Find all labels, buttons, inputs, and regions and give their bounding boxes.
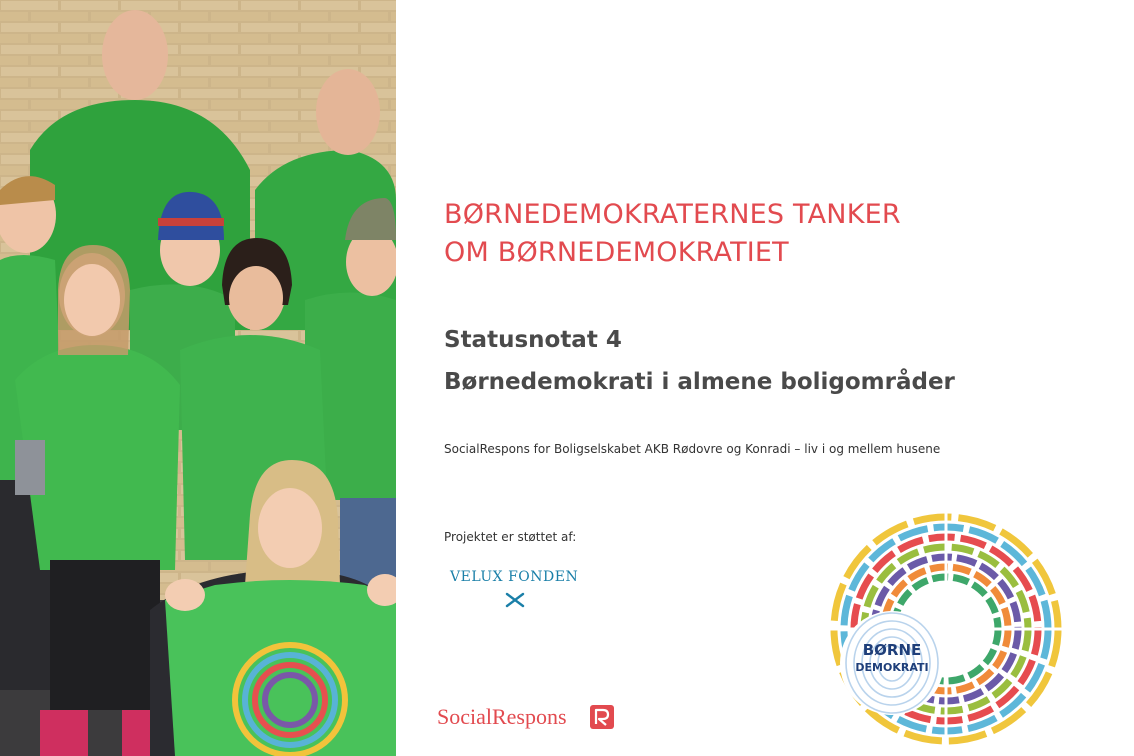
boernedemokrati-logo (822, 505, 1070, 753)
socialrespons-logo: SocialRespons (437, 704, 567, 729)
status-note-label: Statusnotat 4 (444, 327, 622, 353)
velux-bird-icon (505, 592, 525, 608)
velux-fonden-logo: VELUX FONDEN (450, 569, 579, 585)
byline: SocialRespons for Boligselskabet AKB Rødovre og Konradi – liv i og mellem husene (444, 442, 941, 456)
support-label: Projektet er støttet af: (444, 530, 577, 544)
title-line-2: OM BØRNEDEMOKRATIET (444, 237, 789, 268)
document-subtitle: Børnedemokrati i almene boligområder (444, 369, 955, 395)
document-title (444, 196, 901, 272)
cover-photo (0, 0, 396, 756)
title-line-1: BØRNEDEMOKRATERNES TANKER (444, 199, 901, 230)
logo-text-line-1: BØRNE (862, 641, 922, 659)
logo-text-line-2: DEMOKRATI (855, 661, 929, 674)
socialrespons-r-icon (589, 704, 615, 730)
